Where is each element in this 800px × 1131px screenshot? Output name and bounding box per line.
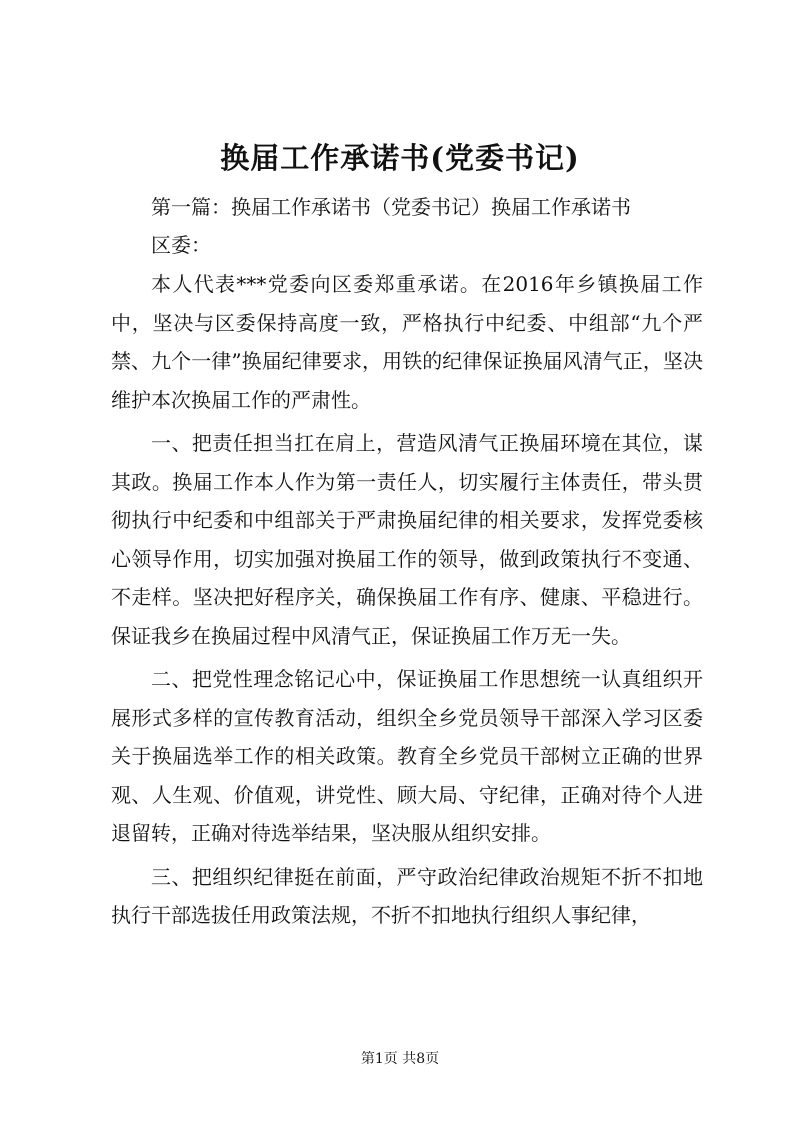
paragraph-section-1: 一、把责任担当扛在肩上，营造风清气正换届环境在其位，谋其政。换届工作本人作为第一责任人，切实履行主体责任，带头贯彻执行中纪委和中组部关于严肃换届纪律的相关要求，发挥党委核心领导作用，切实加强对换届工作的领导，做到政策执行不变通、不走样。坚决把好程序关，确保换届工作有序、健康、平稳进行。保证我乡在换届过程中风清气正，保证换届工作万无一失。 bbox=[111, 431, 703, 648]
document-body bbox=[111, 265, 703, 940]
paragraph-section-3: 三、把组织纪律挺在前面，严守政治纪律政治规矩不折不扣地执行干部选拔任用政策法规，不折不扣地执行组织人事纪律， bbox=[111, 864, 703, 927]
document-subtitle: 第一篇：换届工作承诺书（党委书记）换届工作承诺书 bbox=[151, 195, 631, 219]
paragraph-section-2: 二、把党性理念铭记心中，保证换届工作思想统一认真组织开展形式多样的宣传教育活动，组织全乡党员领导干部深入学习区委关于换届选举工作的相关政策。教育全乡党员干部树立正确的世界观、人生观、价值观，讲党性、顾大局、守纪律，正确对待个人进退留转，正确对待选举结果，坚决服从组织安排。 bbox=[111, 667, 703, 845]
page-number-footer: 第1页 共8页 bbox=[360, 1051, 440, 1067]
addressee: 区委： bbox=[151, 233, 211, 257]
document-title: 换届工作承诺书(党委书记) bbox=[220, 141, 580, 175]
paragraph-pledge: 本人代表***党委向区委郑重承诺。在2016年乡镇换届工作中，坚决与区委保持高度一致，严格执行中纪委、中组部“九个严禁、九个一律”换届纪律要求，用铁的纪律保证换届风清气正，坚决维护本次换届工作的严肃性。 bbox=[111, 272, 703, 412]
